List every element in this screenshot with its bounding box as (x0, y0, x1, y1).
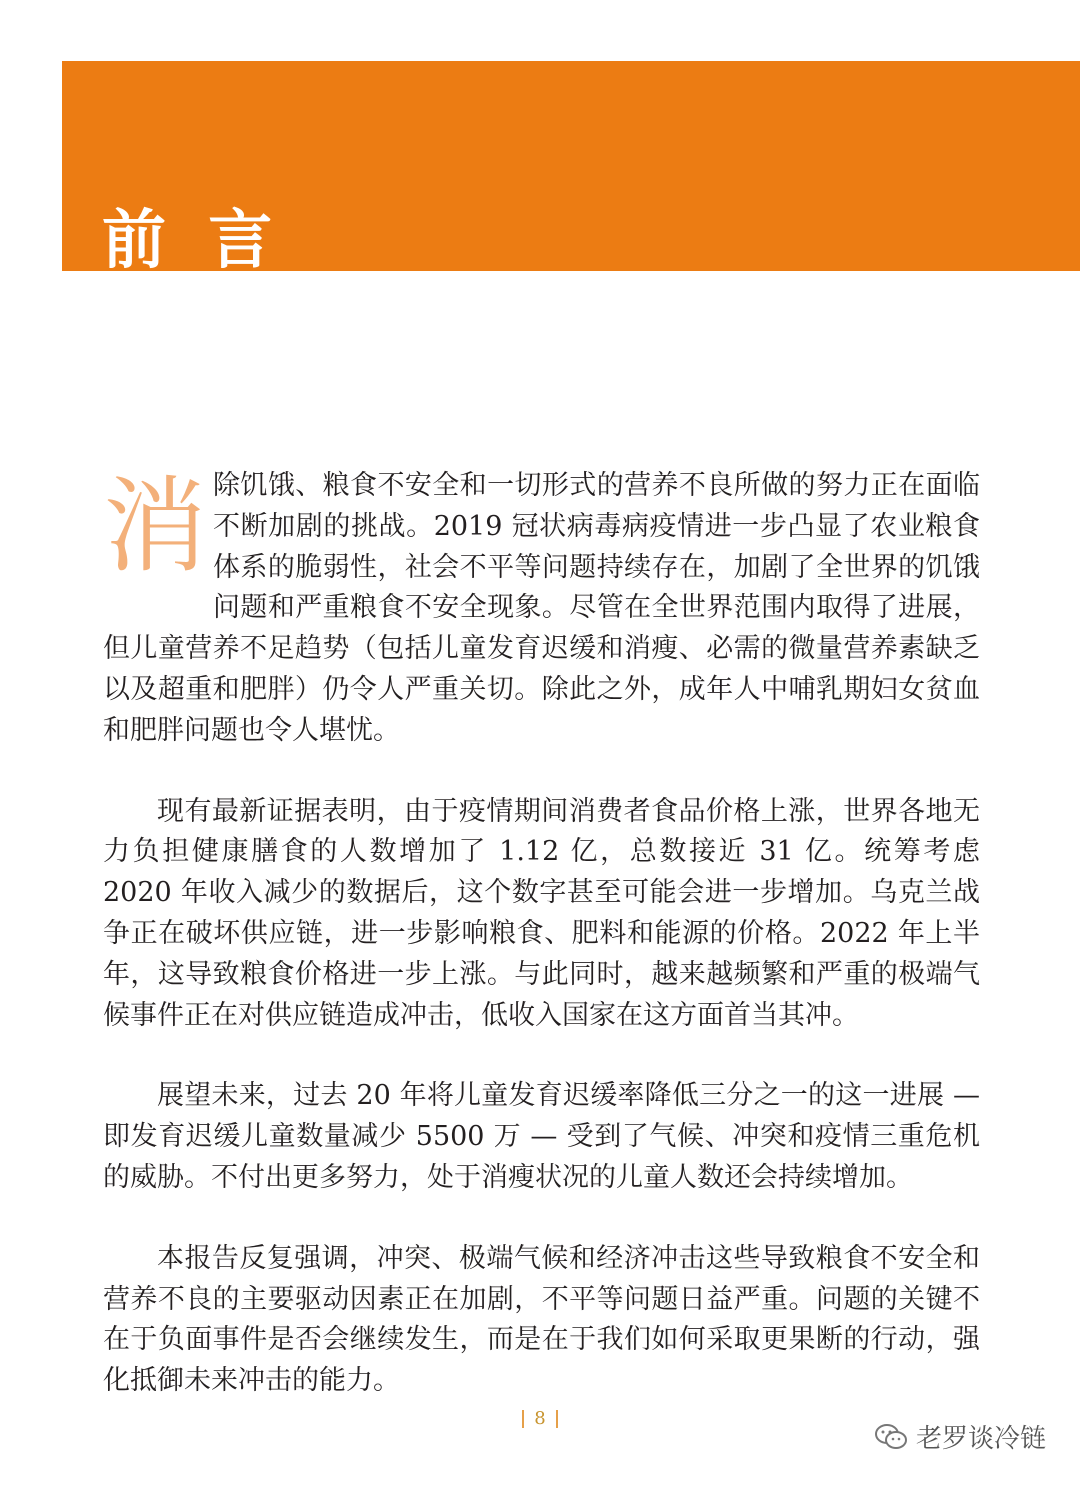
paragraph-3: 展望未来，过去 20 年将儿童发育迟缓率降低三分之一的这一进展 — 即发育迟缓儿童数量减少 5500 万 — 受到了气候、冲突和疫情三重危机的威胁。不付出更多努力，处于消瘦状况的儿童人数还会持续增加。 (103, 1080, 980, 1193)
paragraph-4: 本报告反复强调，冲突、极端气候和经济冲击这些导致粮食不安全和营养不良的主要驱动因素正在加剧，不平等问题日益严重。问题的关键不在于负面事件是否会继续发生，而是在于我们如何采取更果断的行动，强化抵御未来冲击的能力。 (103, 1242, 980, 1397)
section-title: 前 言 (102, 204, 283, 278)
paragraph-2: 现有最新证据表明，由于疫情期间消费者食品价格上涨，世界各地无力负担健康膳食的人数增加了 1.12 亿，总数接近 31 亿。统筹考虑 2020 年收入减少的数据后，这个数字甚至可能会进一步增加。乌克兰战争正在破坏供应链，进一步影响粮食、肥料和能源的价格。2022 年上半年，这导致粮食价格进一步上涨。与此同时，越来越频繁和严重的极端气候事件正在对供应链造成冲击，低收入国家在这方面首当其冲。 (103, 795, 980, 1031)
divider (556, 1410, 558, 1428)
page-number: 8 (534, 1408, 546, 1429)
divider (522, 1410, 524, 1428)
header-band (62, 61, 1080, 278)
paragraph-1-text: 除饥饿、粮食不安全和一切形式的营养不良所做的努力正在面临不断加剧的挑战。2019 冠状病毒病疫情进一步凸显了农业粮食体系的脆弱性，社会不平等问题持续存在，加剧了全世界的饥饿问题和严重粮食不安全现象。尽管在全世界范围内取得了进展，但儿童营养不足趋势（包括儿童发育迟缓和消瘦、必需的微量营养素缺乏以及超重和肥胖）仍令人严重关切。除此之外，成年人中哺乳期妇女贫血和肥胖问题也令人堪忧。 (103, 470, 980, 746)
drop-cap: 消 (103, 465, 208, 587)
watermark (874, 1418, 1046, 1455)
body-text (103, 466, 980, 1402)
paragraph-1 (103, 466, 980, 752)
wechat-icon (874, 1422, 908, 1452)
watermark-text: 老罗谈冷链 (915, 1424, 1046, 1454)
